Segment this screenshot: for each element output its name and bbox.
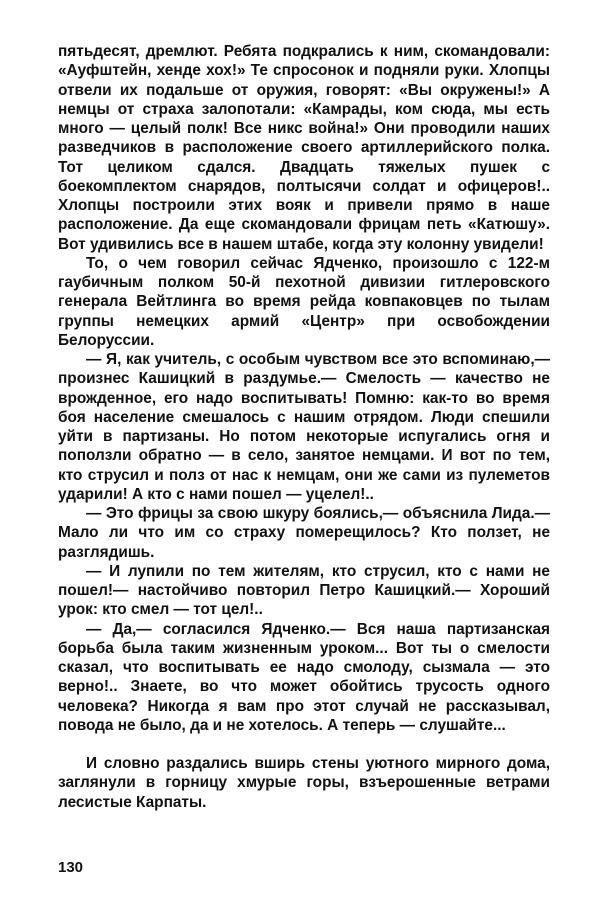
paragraph-narration: То, о чем говорил сейчас Ядченко, произошло с 122-м гаубичным полком 50-й пехотной дивизии гитлеровского генерала Вейтлинга во время рейда ковпаковцев по тылам группы немецких армий «Центр» при освобождении Белоруссии. (58, 254, 550, 349)
paragraph-dialogue-kashitsky: — Я, как учитель, с особым чувством все это вспоминаю,— произнес Кашицкий в раздумье.— Смелость — качество не врожденное, его надо воспитывать! Помню: как-то во время боя население смешалось с нашим отрядом. Люди спешили уйти в партизаны. Но потом некоторые испугались огня и поползли обратно — в село, занятое немцами. И вот по тем, кто струсил и полз от нас к немцам, они же сами из пулеметов ударили! А кто с нами пошел — уцелел!.. (58, 351, 550, 503)
paragraph-dialogue-lida: — Это фрицы за свою шкуру боялись,— объяснила Лида.— Мало ли что им со страху померещилось? Кто ползет, не разглядишь. (58, 505, 550, 561)
body-text (58, 42, 550, 812)
paragraph-closing: И словно раздались вширь стены уютного мирного дома, заглянули в горницу хмурые горы, взъерошенные ветрами лесистые Карпаты. (58, 755, 550, 811)
page-number: 130 (58, 859, 84, 876)
paragraph-continuation: пятьдесят, дремлют. Ребята подкрались к ним, скомандовали: «Ауфштейн, хенде хох!» Те спросонок и подняли руки. Хлопцы отвели их подальше от оружия, говорят: «Вы окружены!» А немцы от страха залопотали: «Камрады, ком сюда, мы есть много — целый полк! Все никс война!» Они проводили наших разведчиков в расположение своего артиллерийского полка. Тот целиком сдался. Двадцать тяжелых пушек с боекомплектом снарядов, полтысячи солдат и офицеров!.. Хлопцы построили этих вояк и привели прямо в наше расположение. Да еще скомандовали фрицам петь «Катюшу». Вот удивились все в нашем штабе, когда эту колонну увидели! (58, 43, 550, 253)
paragraph-dialogue-yadchenko: — Да,— согласился Ядченко.— Вся наша партизанская борьба была таким жизненным уроком... Вот ты о смелости сказал, что воспитывать ее надо смолоду, сызмала — это верно!.. Знаете, во что может обойтись трусость одного человека? Никогда я вам про этот случай не рассказывал, повода не было, да и не хотелось. А теперь — слушайте... (58, 620, 550, 734)
paragraph-dialogue-petro: — И лупили по тем жителям, кто струсил, кто с нами не пошел!— настойчиво повторил Петро Кашицкий.— Хороший урок: кто смел — тот цел!.. (58, 562, 550, 619)
